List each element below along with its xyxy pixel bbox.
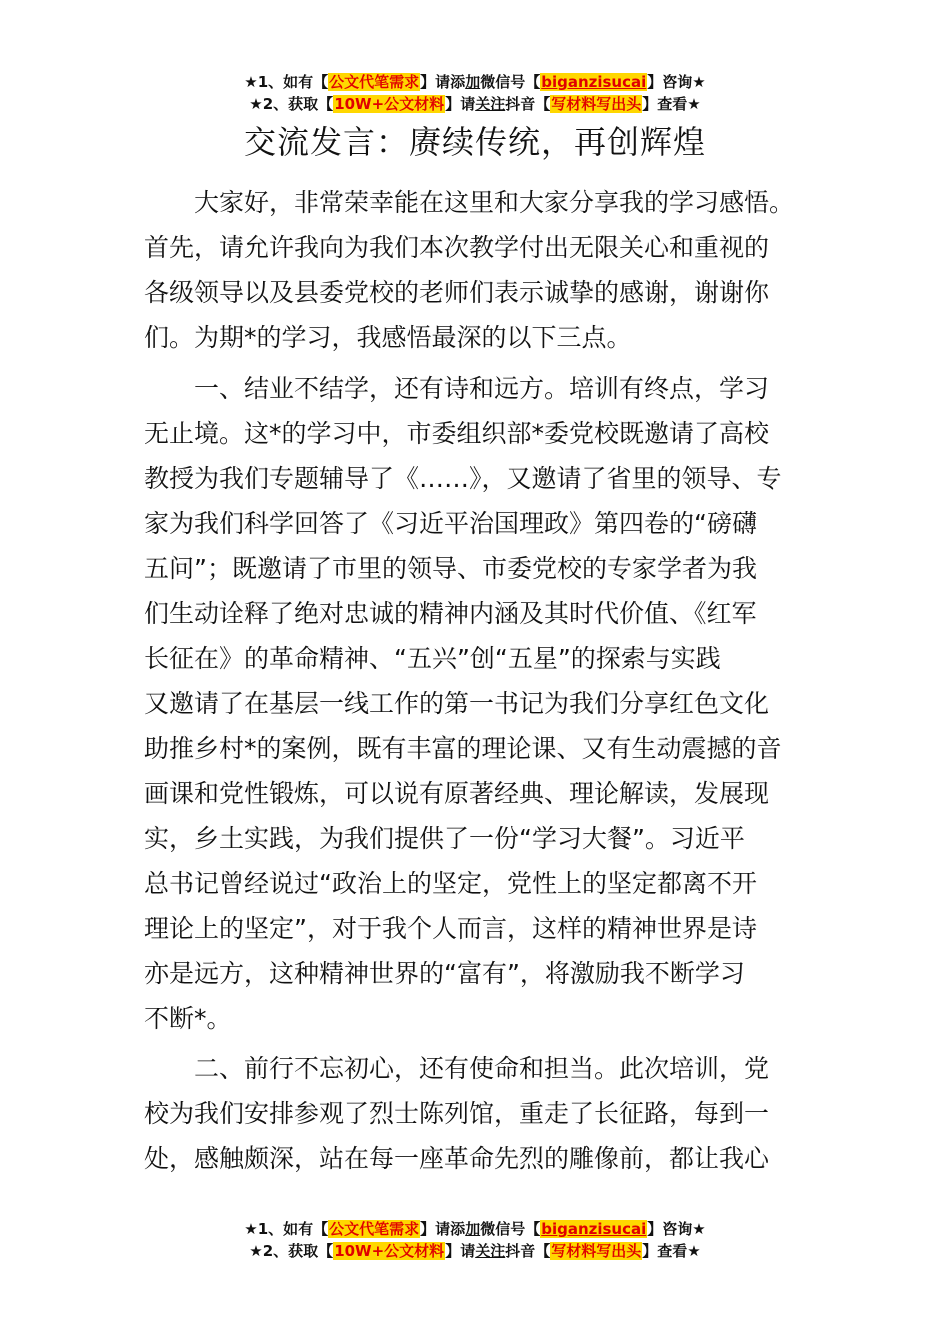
footer-banner (0, 1218, 950, 1262)
text-line: 亦是远方，这种精神世界的“富有”，将激励我不断学习 (144, 959, 745, 988)
text-line: 首先，请允许我向为我们本次教学付出无限关心和重视的 (144, 233, 770, 262)
banner-line-2 (0, 93, 950, 115)
paragraph-point-two (144, 1046, 810, 1181)
text-line: 二、前行不忘初心，还有使命和担当。此次培训，党 (194, 1054, 770, 1083)
banner-emphasis: 关注 (475, 1242, 506, 1260)
banner-text: 】请添 (420, 73, 466, 91)
banner-text: 抖音【 (505, 95, 551, 113)
text-line: 五问”；既邀请了市里的领导、市委党校的专家学者为我 (144, 554, 757, 583)
text-line: 们。为期*的学习，我感悟最深的以下三点。 (144, 323, 632, 352)
text-line: 助推乡村*的案例，既有丰富的理论课、又有生动震撼的音 (144, 734, 782, 763)
paragraph-continuation (144, 225, 810, 360)
text-line: 实，乡土实践，为我们提供了一份“学习大餐”。习近平 (144, 824, 745, 853)
banner-emphasis: 关注 (475, 95, 506, 113)
banner-text: 】查看★ (642, 1242, 701, 1260)
text-line: 大家好，非常荣幸能在这里和大家分享我的学习感悟。 (194, 188, 795, 217)
highlight-douyin-account: 写材料写出头 (551, 1242, 642, 1260)
banner-text: 微信号【 (480, 1220, 541, 1238)
highlight-materials: 10W+公文材料 (334, 1242, 445, 1260)
text-line: 长征在》的革命精神、“五兴”创“五星”的探索与实践 (144, 644, 721, 673)
text-line: 们生动诠释了绝对忠诚的精神内涵及其时代价值、《红军 (144, 599, 757, 628)
banner-text: 】咨询★ (647, 73, 706, 91)
text-line: 又邀请了在基层一线工作的第一书记为我们分享红色文化 (144, 689, 770, 718)
paragraph (144, 366, 810, 411)
header-banner (0, 71, 950, 115)
banner-text: 】咨询★ (647, 1220, 706, 1238)
text-line: 理论上的坚定”，对于我个人而言，这样的精神世界是诗 (144, 914, 757, 943)
highlight-ghostwriting: 公文代笔需求 (329, 1220, 420, 1238)
paragraph (144, 1046, 810, 1091)
text-line: 一、结业不结学，还有诗和远方。培训有终点，学习 (194, 374, 770, 403)
banner-text: ★1、如有【 (244, 1220, 329, 1238)
wechat-id-link[interactable]: biganzisucai (541, 1220, 647, 1238)
banner-text: ★2、获取【 (249, 95, 334, 113)
wechat-id-link[interactable]: biganzisucai (541, 73, 647, 91)
paragraph (144, 180, 810, 225)
banner-text: 抖音【 (505, 1242, 551, 1260)
document-title: 交流发言：赓续传统，再创辉煌 (243, 123, 706, 161)
banner-text: 】请 (445, 1242, 476, 1260)
banner-text: 】请 (445, 95, 476, 113)
paragraph-intro (144, 180, 810, 360)
highlight-ghostwriting: 公文代笔需求 (329, 73, 420, 91)
text-line: 画课和党性锻炼，可以说有原著经典、理论解读，发展现 (144, 779, 770, 808)
text-line: 总书记曾经说过“政治上的坚定，党性上的坚定都离不开 (144, 869, 757, 898)
text-line: 不断*。 (144, 1004, 232, 1033)
text-line: 处，感触颇深，站在每一座革命先烈的雕像前，都让我心 (144, 1144, 770, 1173)
banner-text: ★2、获取【 (249, 1242, 334, 1260)
banner-line-1 (0, 71, 950, 93)
paragraph-continuation (144, 411, 810, 1041)
text-line: 无止境。这*的学习中，市委组织部*委党校既邀请了高校 (144, 419, 770, 448)
banner-emphasis: 加 (465, 1220, 481, 1238)
banner-line-1 (0, 1218, 950, 1240)
banner-line-2 (0, 1240, 950, 1262)
banner-text: 微信号【 (480, 73, 541, 91)
banner-emphasis: 加 (465, 73, 481, 91)
banner-text: 】查看★ (642, 95, 701, 113)
text-line: 各级领导以及县委党校的老师们表示诚挚的感谢，谢谢你 (144, 278, 770, 307)
highlight-douyin-account: 写材料写出头 (551, 95, 642, 113)
highlight-materials: 10W+公文材料 (334, 95, 445, 113)
banner-text: 】请添 (420, 1220, 466, 1238)
paragraph-point-one (144, 366, 810, 1041)
banner-text: ★1、如有【 (244, 73, 329, 91)
text-line: 家为我们科学回答了《习近平治国理政》第四卷的“磅礴 (144, 509, 757, 538)
text-line: 校为我们安排参观了烈士陈列馆，重走了长征路，每到一 (144, 1099, 770, 1128)
paragraph-continuation (144, 1091, 810, 1181)
text-line: 教授为我们专题辅导了《……》，又邀请了省里的领导、专 (144, 464, 782, 493)
